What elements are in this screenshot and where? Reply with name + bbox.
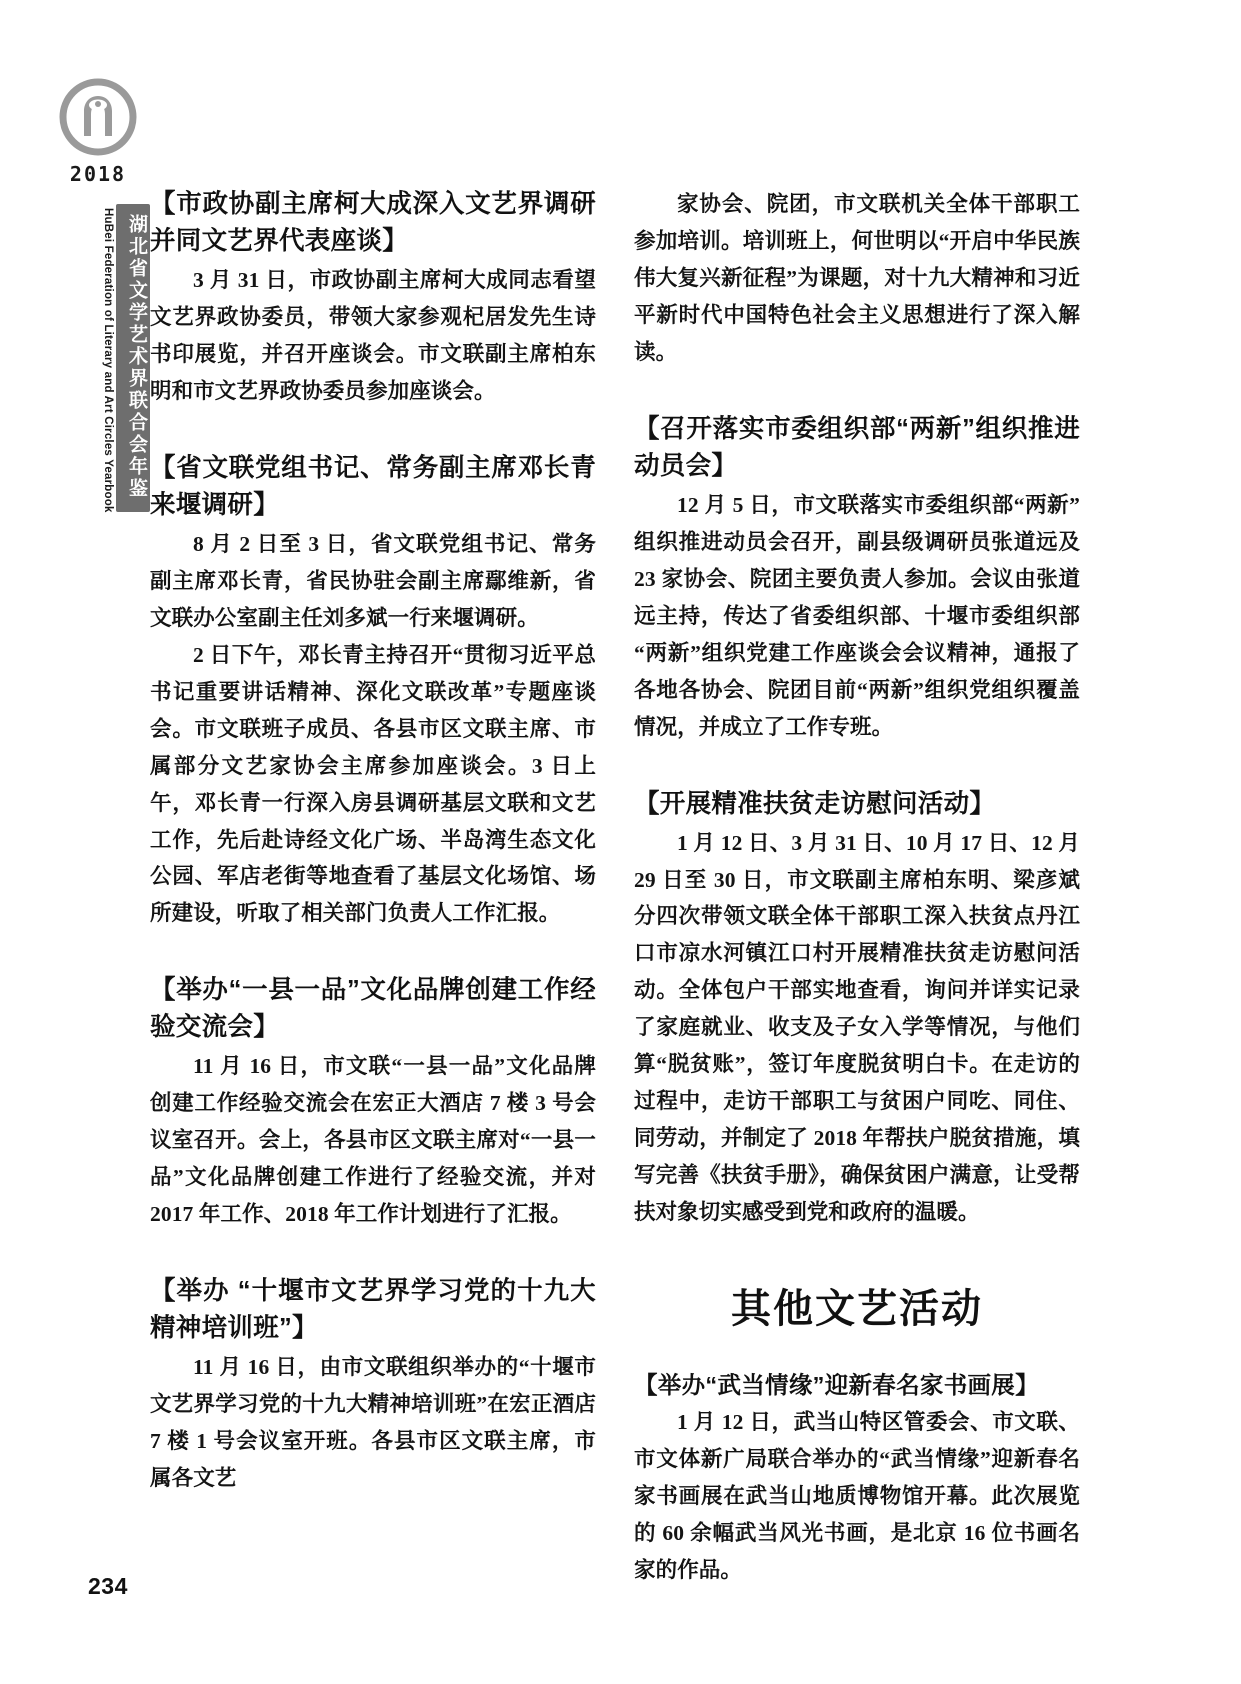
banner-title-english: HuBei Federation of Literary and Art Circles Yearbook xyxy=(102,208,114,513)
spacer xyxy=(150,932,596,972)
article-title: 【举办“武当情缘”迎新春名家书画展】 xyxy=(634,1372,1039,1399)
article-title: 【省文联党组书记、常务副主席邓长青来堰调研】 xyxy=(150,453,596,519)
publication-rail xyxy=(55,78,150,512)
banner-title-chinese: 湖北省文学艺术界联合会年鉴 xyxy=(116,204,150,512)
article-paragraph: 11 月 16 日，由市文联组织举办的“十堰市文艺界学习党的十九大精神培训班”在宏正酒店 7 楼 1 号会议室开班。各县市区文联主席，市属各文艺 xyxy=(150,1355,596,1491)
spacer xyxy=(150,410,596,450)
article-title: 【召开落实市委组织部“两新”组织推进动员会】 xyxy=(634,414,1080,480)
article-title: 【举办 “十堰市文艺界学习党的十九大精神培训班”】 xyxy=(150,1277,596,1343)
article-paragraph: 1 月 12 日，武当山特区管委会、市文联、市文体新广局联合举办的“武当情缘”迎新春名家书画展在武当山地质博物馆开幕。此次展览的 60 余幅武当风光书画，是北京 16 位书画名家的作品。 xyxy=(634,1410,1080,1583)
left-column xyxy=(150,186,596,1589)
right-column xyxy=(634,186,1080,1589)
logo-year: 2018 xyxy=(69,162,127,186)
article-paragraph: 2 日下午，邓长青主持召开“贯彻习近平总书记重要讲话精神、深化文联改革”专题座谈会。市文联班子成员、各县市区文联主席、市属部分文艺家协会主席参加座谈会。3 日上午，邓长青一行深入房县调研基层文联和文艺工作，先后赴诗经文化广场、半岛湾生态文化公园、军店老街等地查看了基层文化场馆、场所建设，听取了相关部门负责人工作汇报。 xyxy=(150,642,596,926)
article-paragraph: 12 月 5 日，市文联落实市委组织部“两新”组织推进动员会召开，副县级调研员张道远及 23 家协会、院团主要负责人参加。会议由张道远主持，传达了省委组织部、十堰市委组织部“两新”组织党建工作座谈会会议精神，通报了各地各协会、院团目前“两新”组织党组织覆盖情况，并成立了工作专班。 xyxy=(634,492,1080,739)
page-number: 234 xyxy=(88,1573,128,1599)
article-paragraph: 1 月 12 日、3 月 31 日、10 月 17 日、12 月 29 日至 30 日，市文联副主席柏东明、梁彦斌分四次带领文联全体干部职工深入扶贫点丹江口市凉水河镇江口村开展精准扶贫走访慰问活动。全体包户干部实地查看，询问并详实记录了家庭就业、收支及子女入学等情况，与他们算“脱贫账”，签订年度脱贫明白卡。在走访的过程中，走访干部职工与贫困户同吃、同住、同劳动，并制定了 2018 年帮扶户脱贫措施，填写完善《扶贫手册》，确保贫困户满意，让受帮扶对象切实感受到党和政府的温暖。 xyxy=(634,830,1080,1225)
article-columns xyxy=(150,186,1080,1589)
section-heading: 其他文艺活动 xyxy=(731,1287,983,1332)
carryover-paragraph: 家协会、院团，市文联机关全体干部职工参加培训。培训班上，何世明以“开启中华民族伟大复兴新征程”为课题，对十九大精神和习近平新时代中国特色社会主义思想进行了深入解读。 xyxy=(634,192,1080,364)
publication-banner xyxy=(57,204,150,512)
article-title: 【开展精准扶贫走访慰问活动】 xyxy=(634,789,996,818)
article-paragraph: 11 月 16 日，市文联“一县一品”文化品牌创建工作经验交流会在宏正大酒店 7 楼 3 号会议室召开。会上，各县市区文联主席对“一县一品”文化品牌创建工作进行了经验交流，并对 2017 年工作、2018 年工作计划进行了汇报。 xyxy=(150,1054,596,1227)
spacer xyxy=(634,371,1080,411)
article-paragraph: 8 月 2 日至 3 日，省文联党组书记、常务副主席邓长青，省民协驻会副主席鄢维新，省文联办公室副主任刘多斌一行来堰调研。 xyxy=(150,531,596,630)
yearbook-emblem-icon xyxy=(59,78,137,156)
article-paragraph: 3 月 31 日，市政协副主席柯大成同志看望文艺界政协委员，带领大家参观杞居发先生诗书印展览，并召开座谈会。市文联副主席柏东明和市文艺界政协委员参加座谈会。 xyxy=(150,267,596,403)
article-title: 【市政协副主席柯大成深入文艺界调研并同文艺界代表座谈】 xyxy=(150,190,596,255)
spacer xyxy=(634,746,1080,786)
article-title: 【举办“一县一品”文化品牌创建工作经验交流会】 xyxy=(150,976,596,1042)
spacer xyxy=(150,1233,596,1273)
